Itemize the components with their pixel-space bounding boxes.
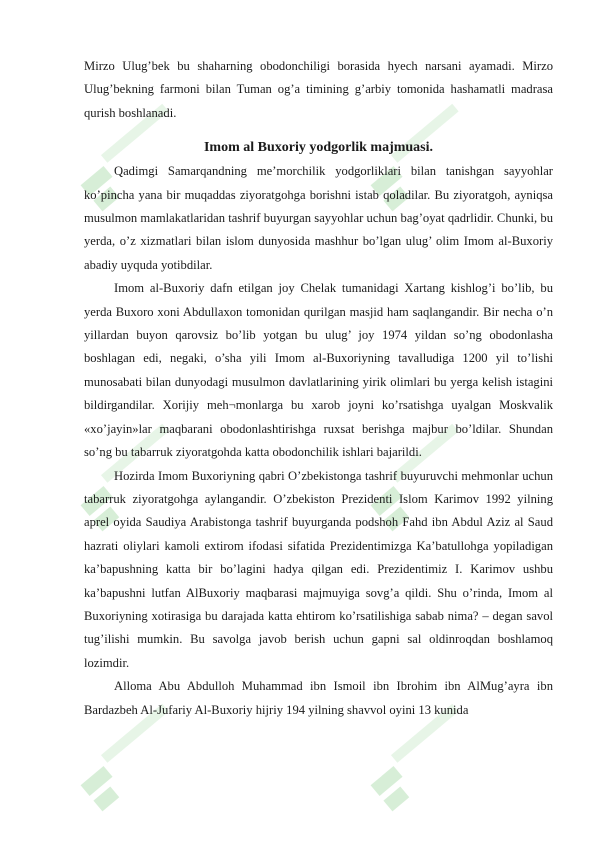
intro-paragraph: Mirzo Ulug’bek bu shaharning obodonchiligi borasida hyech narsani ayamadi. Mirzo Ulug’bekning farmoni bilan Tuman og’a timining g’arbiy tomonida hashamatli madrasa qurish boshlanadi. [84,59,553,120]
document-body [84,55,553,722]
paragraph-2: Imom al-Buxoriy dafn etilgan joy Chelak tumanidagi Xartang kishlog’i bo’lib, bu yerda Buxoro xoni Abdullaxon tomonidan qurilgan masjid ham saqlangandir. Bir necha o’n yillardan buyon qarovsiz bo’lib yotgan bu ulug’ joy 1974 yildan so’ng obodonlasha boshlagan edi, negaki, o’sha yili Imom al-Buxoriyning tavalludiga 1200 yil to’lishi munosabati bilan dunyodagi musulmon davlatlarining yirik olimlari bu yerga kelish istagini bildirgandilar. Xorijiy meh¬monlarga bu xarob joyni ko’rsatishga uyalgan Moskvalik «xo’jayin»lar maqbarani obodonlashtirishga ruxsat berishga majbur bo’ldilar. Shundan so’ng bu tabarruk ziyoratgohda katta obodonchilik ishlari bajarildi. [84,281,553,460]
section-heading: Imom al Buxoriy yodgorlik majmuasi. [203,140,434,156]
paragraph-4: Alloma Abu Abdulloh Muhammad ibn Ismoil ibn Ibrohim ibn AlMug’ayra ibn Bardazbeh Al-Jufariy Al-Buxoriy hijriy 194 yilning shavvol oyini 13 kunida [84,679,553,717]
paragraph-3: Hozirda Imom Buxoriyning qabri O’zbekistonga tashrif buyuruvchi mehmonlar uchun tabarruk ziyoratgohga aylangandir. O’zbekiston Prezidenti Islom Karimov 1992 yilning aprel oyida Saudiya Arabistonga tashrif buyurganda podshoh Fahd ibn Abdul Aziz al Saud hazrati oliylari kamoli extirom ifodasi sifatida Prezidentimizga Ka’batullohga yopiladigan ka’bapushning katta bir bo’lagini hadya qilgan edi. Prezidentimiz I. Karimov ushbu ka’bapushni lutfan AlBuxoriy maqbarasi majmuyiga sovg’a qildi. Shu o’rinda, Imom al Buxoriyning xotirasiga bu darajada katta ehtirom ko’rsatilishiga sabab nima? – degan savol tug’ilishi mumkin. Bu savolga javob berish uchun gapni sal oldinroqdan boshlamoq lozimdir. [84,468,553,670]
paragraph-1: Qadimgi Samarqandning me’morchilik yodgorliklari bilan tanishgan sayyohlar ko’pincha yana bir muqaddas ziyoratgohga borishni istab qoladilar. Bu ziyoratgoh, ayniqsa musulmon mamlakatlaridan tashrif buyurgan sayyohlar uchun bag’oyat qadrlidir. Chunki, bu yerda, o’z xizmatlari bilan islom dunyosida mashhur bo’lgan ulug’ olim Imom al-Buxoriy abadiy uyquda yotibdilar. [84,164,553,272]
